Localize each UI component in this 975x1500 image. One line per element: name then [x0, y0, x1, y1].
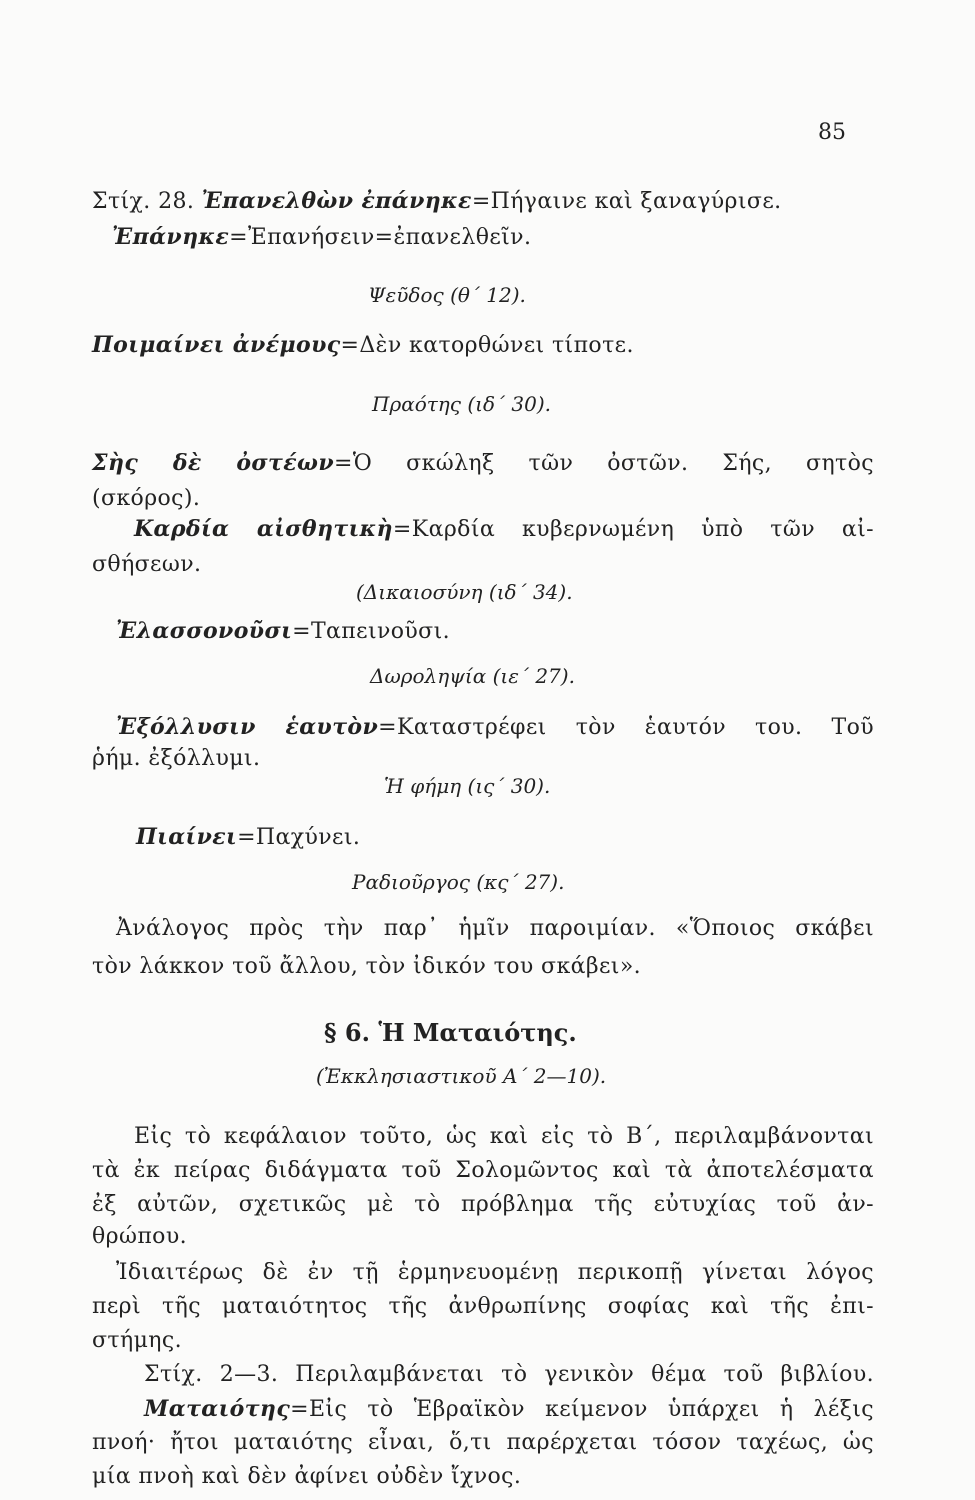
section-heading: § 6. Ἡ Ματαιότης. [324, 1018, 577, 1047]
paragraph-line: Ἰδιαιτέρως δὲ ἐν τῇ ἑρμηνευομένῃ περικοπῇ γίνεται λόγος [116, 1260, 874, 1285]
section-caption: (Δικαιοσύνη (ιδ΄ 34). [356, 580, 573, 604]
section-caption: Ψεῦδος (θ΄ 12). [368, 283, 526, 307]
paragraph-line: ἐξ αὐτῶν, σχετικῶς μὲ τὸ πρόβλημα τῆς εὐτυχίας τοῦ ἀν- [92, 1192, 874, 1217]
gloss: =Καρδία κυβερνωμένη ὑπὸ τῶν αἰ- [392, 517, 874, 542]
term: Σὴς δὲ ὀστέων [92, 450, 335, 476]
term: Καρδία αἰσθητικὴ [134, 516, 393, 542]
paragraph-line: θρώπου. [92, 1224, 187, 1249]
section-caption: Ραδιοῦργος (κς΄ 27). [352, 870, 565, 894]
section-caption: (Ἐκκλησιαστικοῦ Α΄ 2—10). [316, 1064, 607, 1088]
term: Ματαιότης [144, 1396, 291, 1422]
gloss: =Πήγαινε καὶ ξαναγύρισε. [471, 189, 782, 214]
section-caption: Δωροληψία (ιε΄ 27). [370, 664, 575, 688]
term: Ἐξόλλυσιν ἑαυτὸν [116, 714, 379, 740]
section-caption: Ἡ φήμη (ις΄ 30). [384, 774, 551, 798]
paragraph-line: μία πνοὴ καὶ δὲν ἀφίνει οὐδὲν ἴχνος. [92, 1464, 522, 1489]
gloss: =Ταπεινοῦσι. [292, 619, 451, 644]
term: Ἐπάνηκε [112, 224, 230, 250]
term: Ἐλασσονοῦσι [116, 618, 293, 644]
term: Ἐπανελθὼν ἐπάνηκε [201, 188, 472, 214]
definition-line [136, 822, 918, 853]
section-caption: Πραότης (ιδ΄ 30). [372, 392, 552, 416]
paragraph-line: πνοή· ἤτοι ματαιότης εἶναι, ὅ,τι παρέρχεται τόσον ταχέως, ὡς [92, 1430, 874, 1455]
text-line: ῥήμ. ἐξόλλυμι. [92, 746, 261, 771]
page-number: 85 [818, 120, 846, 145]
definition-line [92, 448, 874, 479]
paragraph-line: Εἰς τὸ κεφάλαιον τοῦτο, ὡς καὶ εἰς τὸ Β΄, περιλαμβάνονται [134, 1124, 874, 1149]
text-line: Ἀνάλογος πρὸς τὴν παρ᾽ ἡμῖν παροιμίαν. «Ὅποιος σκάβει [116, 916, 874, 941]
paragraph-line: στήμης. [92, 1328, 182, 1353]
definition-line [112, 222, 894, 253]
verse-ref: Στίχ. 28. [92, 189, 202, 214]
text-line: (σκόρος). [92, 486, 201, 511]
gloss: =Εἰς τὸ Ἑβραϊκὸν κείμενον ὑπάρχει ἡ λέξις [290, 1397, 874, 1422]
paragraph-line: τὰ ἐκ πείρας διδάγματα τοῦ Σολομῶντος καὶ τὰ ἀποτελέσματα [92, 1158, 874, 1183]
definition-line [116, 712, 874, 743]
paragraph-line: Στίχ. 2—3. Περιλαμβάνεται τὸ γενικὸν θέμα τοῦ βιβλίου. [144, 1362, 874, 1387]
definition-line [92, 330, 874, 361]
gloss: =Καταστρέφει τὸν ἑαυτόν του. Τοῦ [378, 715, 874, 740]
verse-28-line [92, 186, 874, 217]
text-line: σθήσεων. [92, 552, 202, 577]
gloss: =Ἐπανήσειν=ἐπανελθεῖν. [229, 225, 532, 250]
term: Πιαίνει [136, 824, 238, 850]
definition-line [116, 616, 898, 647]
text-line: τὸν λάκκον τοῦ ἄλλου, τὸν ἰδικόν του σκάβει». [92, 954, 642, 979]
definition-line [144, 1394, 874, 1425]
gloss: =Ὁ σκώληξ τῶν ὀστῶν. Σής, σητὸς [334, 451, 874, 476]
paragraph-line: περὶ τῆς ματαιότητος τῆς ἀνθρωπίνης σοφίας καὶ τῆς ἐπι- [92, 1294, 874, 1319]
term: Ποιμαίνει ἀνέμους [92, 332, 341, 358]
definition-line [134, 514, 874, 545]
gloss: =Δὲν κατορθώνει τίποτε. [340, 333, 634, 358]
gloss: =Παχύνει. [237, 825, 361, 850]
